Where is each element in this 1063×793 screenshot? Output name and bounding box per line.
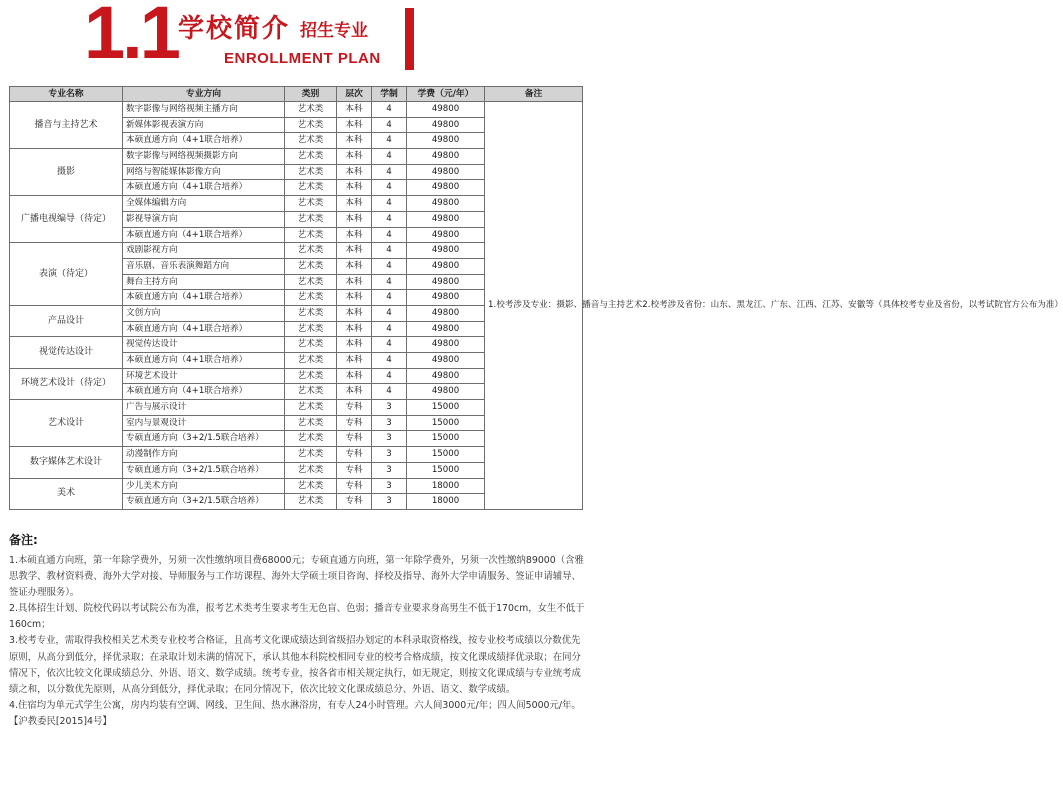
major-name-cell: 艺术设计 xyxy=(10,400,123,447)
years-cell: 4 xyxy=(372,384,407,400)
fee-cell: 49800 xyxy=(407,196,485,212)
direction-cell: 本硕直通方向（4+1联合培养） xyxy=(123,353,285,369)
level-cell: 本科 xyxy=(337,353,372,369)
category-cell: 艺术类 xyxy=(285,337,337,353)
level-cell: 专科 xyxy=(337,431,372,447)
years-cell: 4 xyxy=(372,368,407,384)
major-name-cell: 摄影 xyxy=(10,149,123,196)
col-header-major: 专业名称 xyxy=(10,87,123,102)
years-cell: 4 xyxy=(372,164,407,180)
years-cell: 4 xyxy=(372,196,407,212)
table-header-row xyxy=(10,87,583,102)
remarks-title: 备注: xyxy=(9,533,38,547)
category-cell: 艺术类 xyxy=(285,290,337,306)
major-name-cell: 美术 xyxy=(10,478,123,509)
fee-cell: 15000 xyxy=(407,447,485,463)
years-cell: 3 xyxy=(372,462,407,478)
direction-cell: 数字影像与网络视频主播方向 xyxy=(123,102,285,118)
fee-cell: 49800 xyxy=(407,321,485,337)
level-cell: 本科 xyxy=(337,117,372,133)
level-cell: 专科 xyxy=(337,478,372,494)
level-cell: 本科 xyxy=(337,211,372,227)
level-cell: 本科 xyxy=(337,149,372,165)
years-cell: 4 xyxy=(372,258,407,274)
fee-cell: 49800 xyxy=(407,353,485,369)
direction-cell: 本硕直通方向（4+1联合培养） xyxy=(123,321,285,337)
level-cell: 本科 xyxy=(337,164,372,180)
years-cell: 4 xyxy=(372,353,407,369)
fee-cell: 49800 xyxy=(407,180,485,196)
col-header-notes: 备注 xyxy=(485,87,583,102)
remark-item: 3.校考专业，需取得我校相关艺术类专业校考合格证，且高考文化课成绩达到省级招办划定的本科录取资格线，按专业校考成绩以分数优先原则，从高分到低分，择优录取；在录取计划未满的情况下，承认其他本科院校相同专业的校考合格成绩，按文化课成绩择优录取；在同分情况下，依次比较文化课成绩总分、外语、语文、数学成绩。统考专业，按各省市相关规定执行，如无规定，则按文化课成绩与专业统考成绩之和，以分数优先原则，从高分到低分，择优录取；在同分情况下，依次比较文化课成绩总分、外语、语文、数学成绩。 xyxy=(9,635,581,695)
fee-cell: 49800 xyxy=(407,243,485,259)
years-cell: 3 xyxy=(372,400,407,416)
direction-cell: 室内与景观设计 xyxy=(123,415,285,431)
fee-cell: 49800 xyxy=(407,102,485,118)
direction-cell: 新媒体影视表演方向 xyxy=(123,117,285,133)
category-cell: 艺术类 xyxy=(285,321,337,337)
years-cell: 4 xyxy=(372,149,407,165)
category-cell: 艺术类 xyxy=(285,462,337,478)
level-cell: 本科 xyxy=(337,368,372,384)
direction-cell: 专硕直通方向（3+2/1.5联合培养） xyxy=(123,494,285,510)
direction-cell: 本硕直通方向（4+1联合培养） xyxy=(123,290,285,306)
fee-cell: 49800 xyxy=(407,258,485,274)
direction-cell: 动漫制作方向 xyxy=(123,447,285,463)
category-cell: 艺术类 xyxy=(285,258,337,274)
fee-cell: 15000 xyxy=(407,462,485,478)
level-cell: 专科 xyxy=(337,415,372,431)
enrollment-table xyxy=(9,86,1063,510)
level-cell: 本科 xyxy=(337,274,372,290)
category-cell: 艺术类 xyxy=(285,117,337,133)
level-cell: 专科 xyxy=(337,462,372,478)
years-cell: 4 xyxy=(372,102,407,118)
level-cell: 本科 xyxy=(337,305,372,321)
level-cell: 本科 xyxy=(337,290,372,306)
category-cell: 艺术类 xyxy=(285,133,337,149)
level-cell: 本科 xyxy=(337,180,372,196)
category-cell: 艺术类 xyxy=(285,384,337,400)
years-cell: 3 xyxy=(372,415,407,431)
category-cell: 艺术类 xyxy=(285,102,337,118)
category-cell: 艺术类 xyxy=(285,227,337,243)
level-cell: 专科 xyxy=(337,400,372,416)
direction-cell: 本硕直通方向（4+1联合培养） xyxy=(123,180,285,196)
category-cell: 艺术类 xyxy=(285,164,337,180)
direction-cell: 少儿美术方向 xyxy=(123,478,285,494)
fee-cell: 15000 xyxy=(407,415,485,431)
page-title: 学校简介 xyxy=(178,14,291,44)
level-cell: 本科 xyxy=(337,227,372,243)
direction-cell: 视觉传达设计 xyxy=(123,337,285,353)
level-cell: 本科 xyxy=(337,196,372,212)
years-cell: 4 xyxy=(372,321,407,337)
direction-cell: 全媒体编辑方向 xyxy=(123,196,285,212)
years-cell: 4 xyxy=(372,180,407,196)
level-cell: 专科 xyxy=(337,494,372,510)
direction-cell: 文创方向 xyxy=(123,305,285,321)
fee-cell: 49800 xyxy=(407,211,485,227)
fee-cell: 49800 xyxy=(407,290,485,306)
direction-cell: 音乐剧、音乐表演舞蹈方向 xyxy=(123,258,285,274)
level-cell: 本科 xyxy=(337,321,372,337)
col-header-years: 学制 xyxy=(372,87,407,102)
fee-cell: 15000 xyxy=(407,400,485,416)
category-cell: 艺术类 xyxy=(285,400,337,416)
level-cell: 本科 xyxy=(337,133,372,149)
years-cell: 3 xyxy=(372,494,407,510)
fee-cell: 49800 xyxy=(407,384,485,400)
fee-cell: 49800 xyxy=(407,149,485,165)
category-cell: 艺术类 xyxy=(285,211,337,227)
major-name-cell: 播音与主持艺术 xyxy=(10,102,123,149)
category-cell: 艺术类 xyxy=(285,149,337,165)
level-cell: 专科 xyxy=(337,447,372,463)
level-cell: 本科 xyxy=(337,384,372,400)
category-cell: 艺术类 xyxy=(285,447,337,463)
direction-cell: 环境艺术设计 xyxy=(123,368,285,384)
years-cell: 4 xyxy=(372,290,407,306)
page-header xyxy=(0,0,592,80)
fee-cell: 49800 xyxy=(407,368,485,384)
major-name-cell: 环境艺术设计（待定） xyxy=(10,368,123,399)
major-name-cell: 数字媒体艺术设计 xyxy=(10,447,123,478)
col-header-category: 类别 xyxy=(285,87,337,102)
table-row xyxy=(10,102,583,118)
category-cell: 艺术类 xyxy=(285,196,337,212)
years-cell: 4 xyxy=(372,337,407,353)
col-header-direction: 专业方向 xyxy=(123,87,285,102)
direction-cell: 戏剧影视方向 xyxy=(123,243,285,259)
fee-cell: 49800 xyxy=(407,337,485,353)
section-number: 1.1 xyxy=(84,0,178,74)
years-cell: 3 xyxy=(372,478,407,494)
fee-cell: 15000 xyxy=(407,431,485,447)
category-cell: 艺术类 xyxy=(285,305,337,321)
level-cell: 本科 xyxy=(337,258,372,274)
fee-cell: 18000 xyxy=(407,478,485,494)
page-title-en: ENROLLMENT PLAN xyxy=(224,50,381,67)
category-cell: 艺术类 xyxy=(285,431,337,447)
years-cell: 4 xyxy=(372,227,407,243)
years-cell: 3 xyxy=(372,447,407,463)
fee-cell: 49800 xyxy=(407,164,485,180)
category-cell: 艺术类 xyxy=(285,494,337,510)
direction-cell: 专硕直通方向（3+2/1.5联合培养） xyxy=(123,462,285,478)
years-cell: 4 xyxy=(372,117,407,133)
major-name-cell: 视觉传达设计 xyxy=(10,337,123,368)
major-name-cell: 表演（待定） xyxy=(10,243,123,306)
category-cell: 艺术类 xyxy=(285,243,337,259)
years-cell: 4 xyxy=(372,243,407,259)
years-cell: 4 xyxy=(372,305,407,321)
years-cell: 4 xyxy=(372,274,407,290)
fee-cell: 49800 xyxy=(407,133,485,149)
years-cell: 4 xyxy=(372,211,407,227)
col-header-level: 层次 xyxy=(337,87,372,102)
col-header-fee: 学费（元/年） xyxy=(407,87,485,102)
direction-cell: 本硕直通方向（4+1联合培养） xyxy=(123,384,285,400)
remark-item: 2.具体招生计划、院校代码以考试院公布为准，报考艺术类考生要求考生无色盲、色弱；播音专业要求身高男生不低于170cm，女生不低于160cm； xyxy=(9,603,585,631)
fee-cell: 49800 xyxy=(407,117,485,133)
category-cell: 艺术类 xyxy=(285,180,337,196)
direction-cell: 本硕直通方向（4+1联合培养） xyxy=(123,227,285,243)
category-cell: 艺术类 xyxy=(285,368,337,384)
major-name-cell: 产品设计 xyxy=(10,305,123,336)
level-cell: 本科 xyxy=(337,102,372,118)
direction-cell: 专硕直通方向（3+2/1.5联合培养） xyxy=(123,431,285,447)
remarks-section xyxy=(9,530,585,731)
remark-item: 4.住宿均为单元式学生公寓，房内均装有空调、网线、卫生间、热水淋浴房，有专人24小时管理。六人间3000元/年；四人间5000元/年。【沪教委民[2015]4号】 xyxy=(9,700,581,728)
direction-cell: 本硕直通方向（4+1联合培养） xyxy=(123,133,285,149)
category-cell: 艺术类 xyxy=(285,353,337,369)
fee-cell: 18000 xyxy=(407,494,485,510)
category-cell: 艺术类 xyxy=(285,415,337,431)
direction-cell: 广告与展示设计 xyxy=(123,400,285,416)
fee-cell: 49800 xyxy=(407,274,485,290)
notes-cell: 1.校考涉及专业：摄影、播音与主持艺术2.校考涉及省份：山东、黑龙江、广东、江西、江苏、安徽等（具体校考专业及省份，以考试院官方公布为准） xyxy=(485,102,583,510)
level-cell: 本科 xyxy=(337,243,372,259)
direction-cell: 影视导演方向 xyxy=(123,211,285,227)
major-name-cell: 广播电视编导（待定） xyxy=(10,196,123,243)
direction-cell: 数字影像与网络视频摄影方向 xyxy=(123,149,285,165)
fee-cell: 49800 xyxy=(407,305,485,321)
remark-item: 1.本硕直通方向班，第一年除学费外，另须一次性缴纳项目费68000元；专硕直通方向班，第一年除学费外，另须一次性缴纳89000（含雅思教学、教材资料费、海外大学对接、导师服务与工作坊课程、海外大学硕士项目咨询、择校及指导、海外大学申请服务、签证申请辅导、签证办理服务）。 xyxy=(9,554,584,598)
page-subtitle: 招生专业 xyxy=(300,21,368,41)
level-cell: 本科 xyxy=(337,337,372,353)
years-cell: 3 xyxy=(372,431,407,447)
fee-cell: 49800 xyxy=(407,227,485,243)
category-cell: 艺术类 xyxy=(285,274,337,290)
direction-cell: 网络与智能媒体影像方向 xyxy=(123,164,285,180)
title-accent-bar xyxy=(405,8,414,70)
category-cell: 艺术类 xyxy=(285,478,337,494)
direction-cell: 舞台主持方向 xyxy=(123,274,285,290)
years-cell: 4 xyxy=(372,133,407,149)
